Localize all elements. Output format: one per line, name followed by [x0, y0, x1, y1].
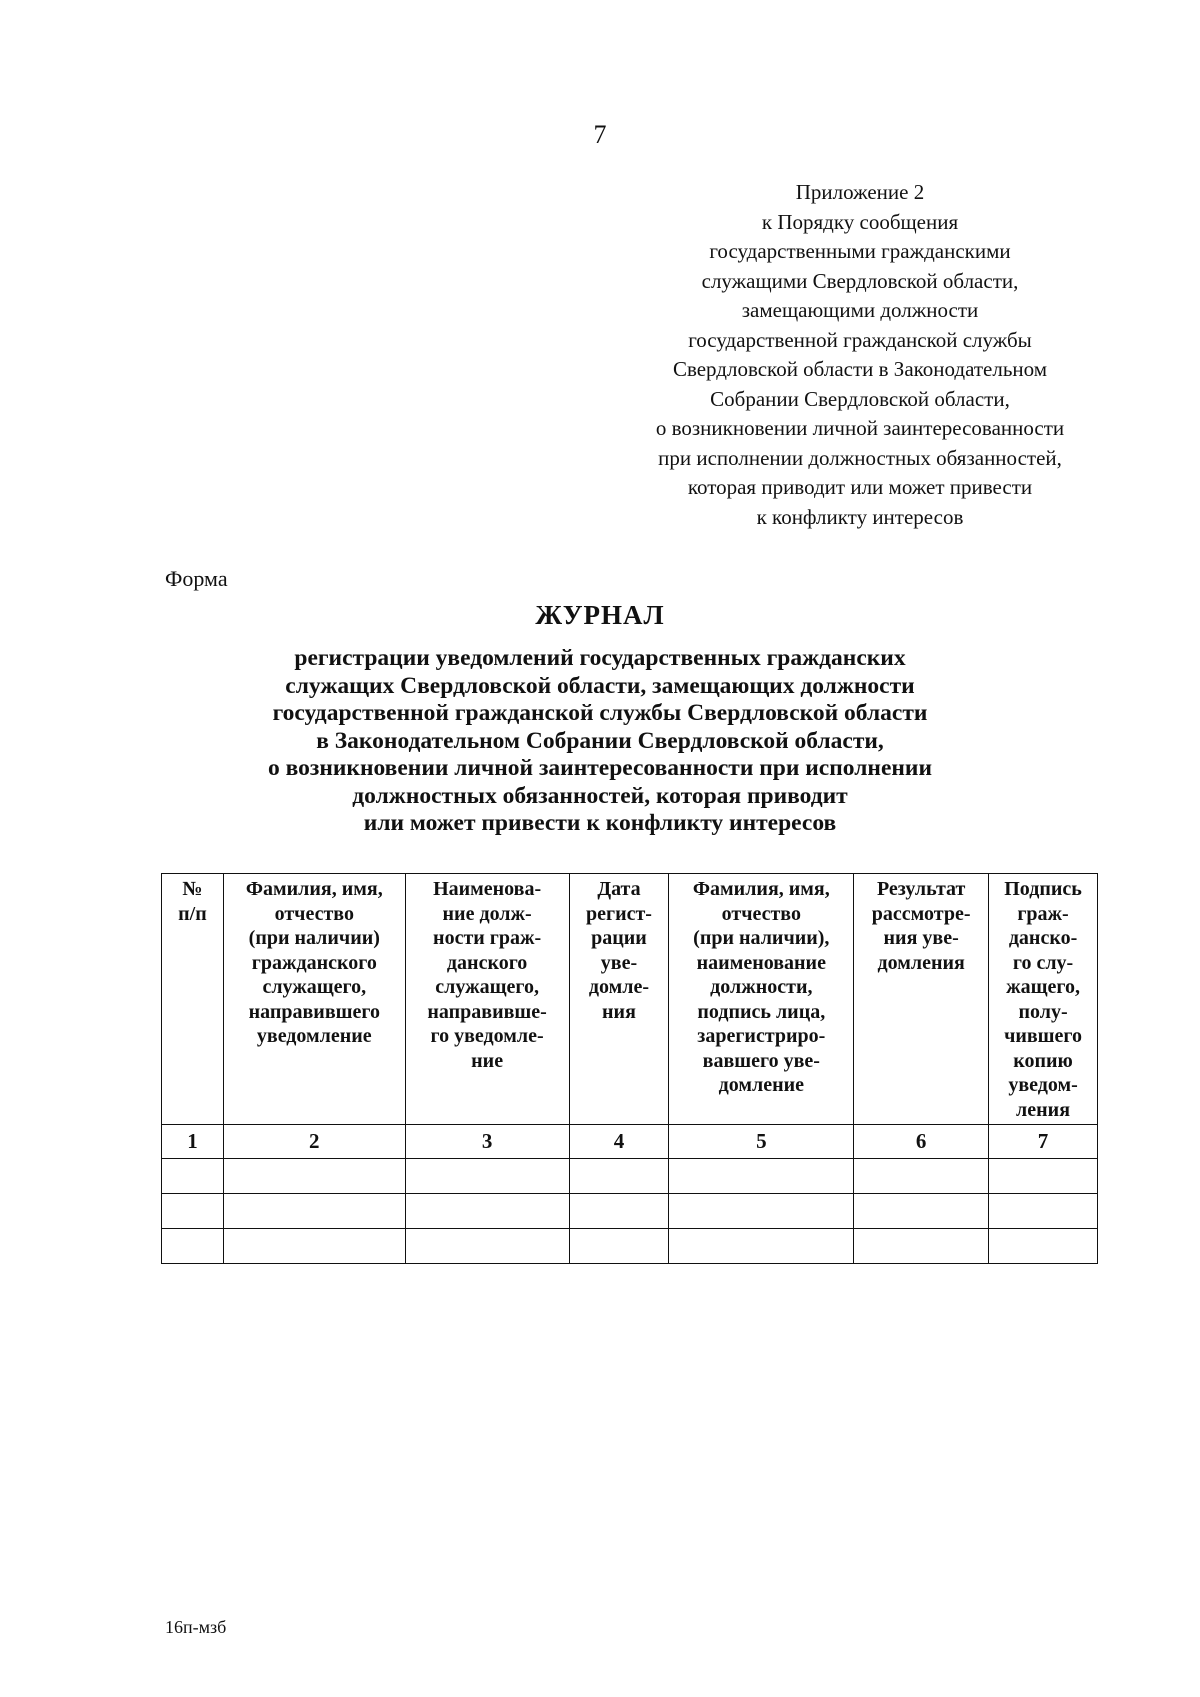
- table-cell: [989, 1159, 1098, 1194]
- subtitle-line: в Законодательном Собрании Свердловской области,: [316, 727, 884, 754]
- table-cell: [669, 1229, 854, 1264]
- subtitle-line: регистрации уведомлений государственных гражданских: [294, 645, 906, 671]
- table-cell: [569, 1159, 669, 1194]
- table-cell: [669, 1194, 854, 1229]
- header-cell-number: № п/п: [162, 874, 224, 1125]
- header-cell-registration-date: Дата регист- рации уве- домле- ния: [569, 874, 669, 1125]
- column-number: 7: [989, 1125, 1098, 1159]
- page-number: 7: [593, 120, 607, 149]
- appendix-line: государственными гражданскими: [709, 239, 1011, 263]
- subtitle-line: или может привести к конфликту интересов: [363, 810, 837, 836]
- table-cell: [223, 1229, 405, 1264]
- table-cell: [223, 1159, 405, 1194]
- journal-subtitle: [0, 645, 1200, 838]
- column-number-row: [162, 1125, 1098, 1159]
- header-row: [162, 874, 1098, 1125]
- table-row: [162, 1159, 1098, 1194]
- subtitle-line: служащих Свердловской области, замещающих должности: [285, 672, 915, 699]
- appendix-line: Собрании Свердловской области,: [710, 386, 1010, 411]
- table-cell: [405, 1159, 569, 1194]
- column-number: 6: [854, 1125, 989, 1159]
- header-cell-sender-name: Фамилия, имя, отчество (при наличии) гражданского служащего, направившего уведомление: [223, 874, 405, 1125]
- column-number: 1: [162, 1125, 224, 1159]
- subtitle-line: должностных обязанностей, которая приводит: [352, 782, 848, 809]
- table-row: [162, 1194, 1098, 1229]
- appendix-line: к Порядку сообщения: [761, 209, 959, 234]
- column-number: 4: [569, 1125, 669, 1159]
- appendix-line: к конфликту интересов: [756, 504, 964, 529]
- appendix-line: замещающими должности: [741, 298, 979, 322]
- table-cell: [405, 1229, 569, 1264]
- table-cell: [569, 1229, 669, 1264]
- appendix-header: [610, 178, 1110, 532]
- subtitle-line: о возникновении личной заинтересованности при исполнении: [267, 755, 932, 781]
- table-cell: [162, 1229, 224, 1264]
- column-number: 5: [669, 1125, 854, 1159]
- table-cell: [854, 1194, 989, 1229]
- table-cell: [989, 1194, 1098, 1229]
- appendix-line: Приложение 2: [795, 180, 925, 204]
- appendix-line: которая приводит или может привести: [687, 475, 1033, 499]
- subtitle-line: государственной гражданской службы Свердловской области: [272, 700, 928, 726]
- table-cell: [569, 1194, 669, 1229]
- appendix-line: о возникновении личной заинтересованности: [655, 416, 1065, 440]
- appendix-line: государственной гражданской службы: [688, 327, 1032, 352]
- appendix-line: служащими Свердловской области,: [701, 268, 1019, 293]
- table-cell: [854, 1159, 989, 1194]
- table-cell: [162, 1159, 224, 1194]
- register-table: [161, 873, 1098, 1264]
- table-cell: [669, 1159, 854, 1194]
- appendix-line: при исполнении должностных обязанностей,: [658, 445, 1062, 470]
- table-cell: [989, 1229, 1098, 1264]
- header-cell-sender-position: Наименова- ние долж- ности граж- данского служащего, направивше- го уведомле- ние: [405, 874, 569, 1125]
- table-cell: [854, 1229, 989, 1264]
- table-row: [162, 1229, 1098, 1264]
- table-cell: [405, 1194, 569, 1229]
- table-cell: [223, 1194, 405, 1229]
- column-number: 2: [223, 1125, 405, 1159]
- header-cell-registrar: Фамилия, имя, отчество (при наличии), наименование должности, подпись лица, зарегистриро- вавшего уве- домление: [669, 874, 854, 1125]
- document-code: 16п-мзб: [165, 1617, 227, 1637]
- appendix-line: Свердловской области в Законодательном: [672, 357, 1048, 381]
- table-cell: [162, 1194, 224, 1229]
- header-cell-copy-signature: Подпись граж- данско- го слу- жащего, полу- чившего копию уведом- ления: [989, 874, 1098, 1125]
- column-number: 3: [405, 1125, 569, 1159]
- journal-title: ЖУРНАЛ: [535, 600, 665, 630]
- header-cell-review-result: Результат рассмотре- ния уве- домления: [854, 874, 989, 1125]
- form-label: Форма: [165, 566, 228, 591]
